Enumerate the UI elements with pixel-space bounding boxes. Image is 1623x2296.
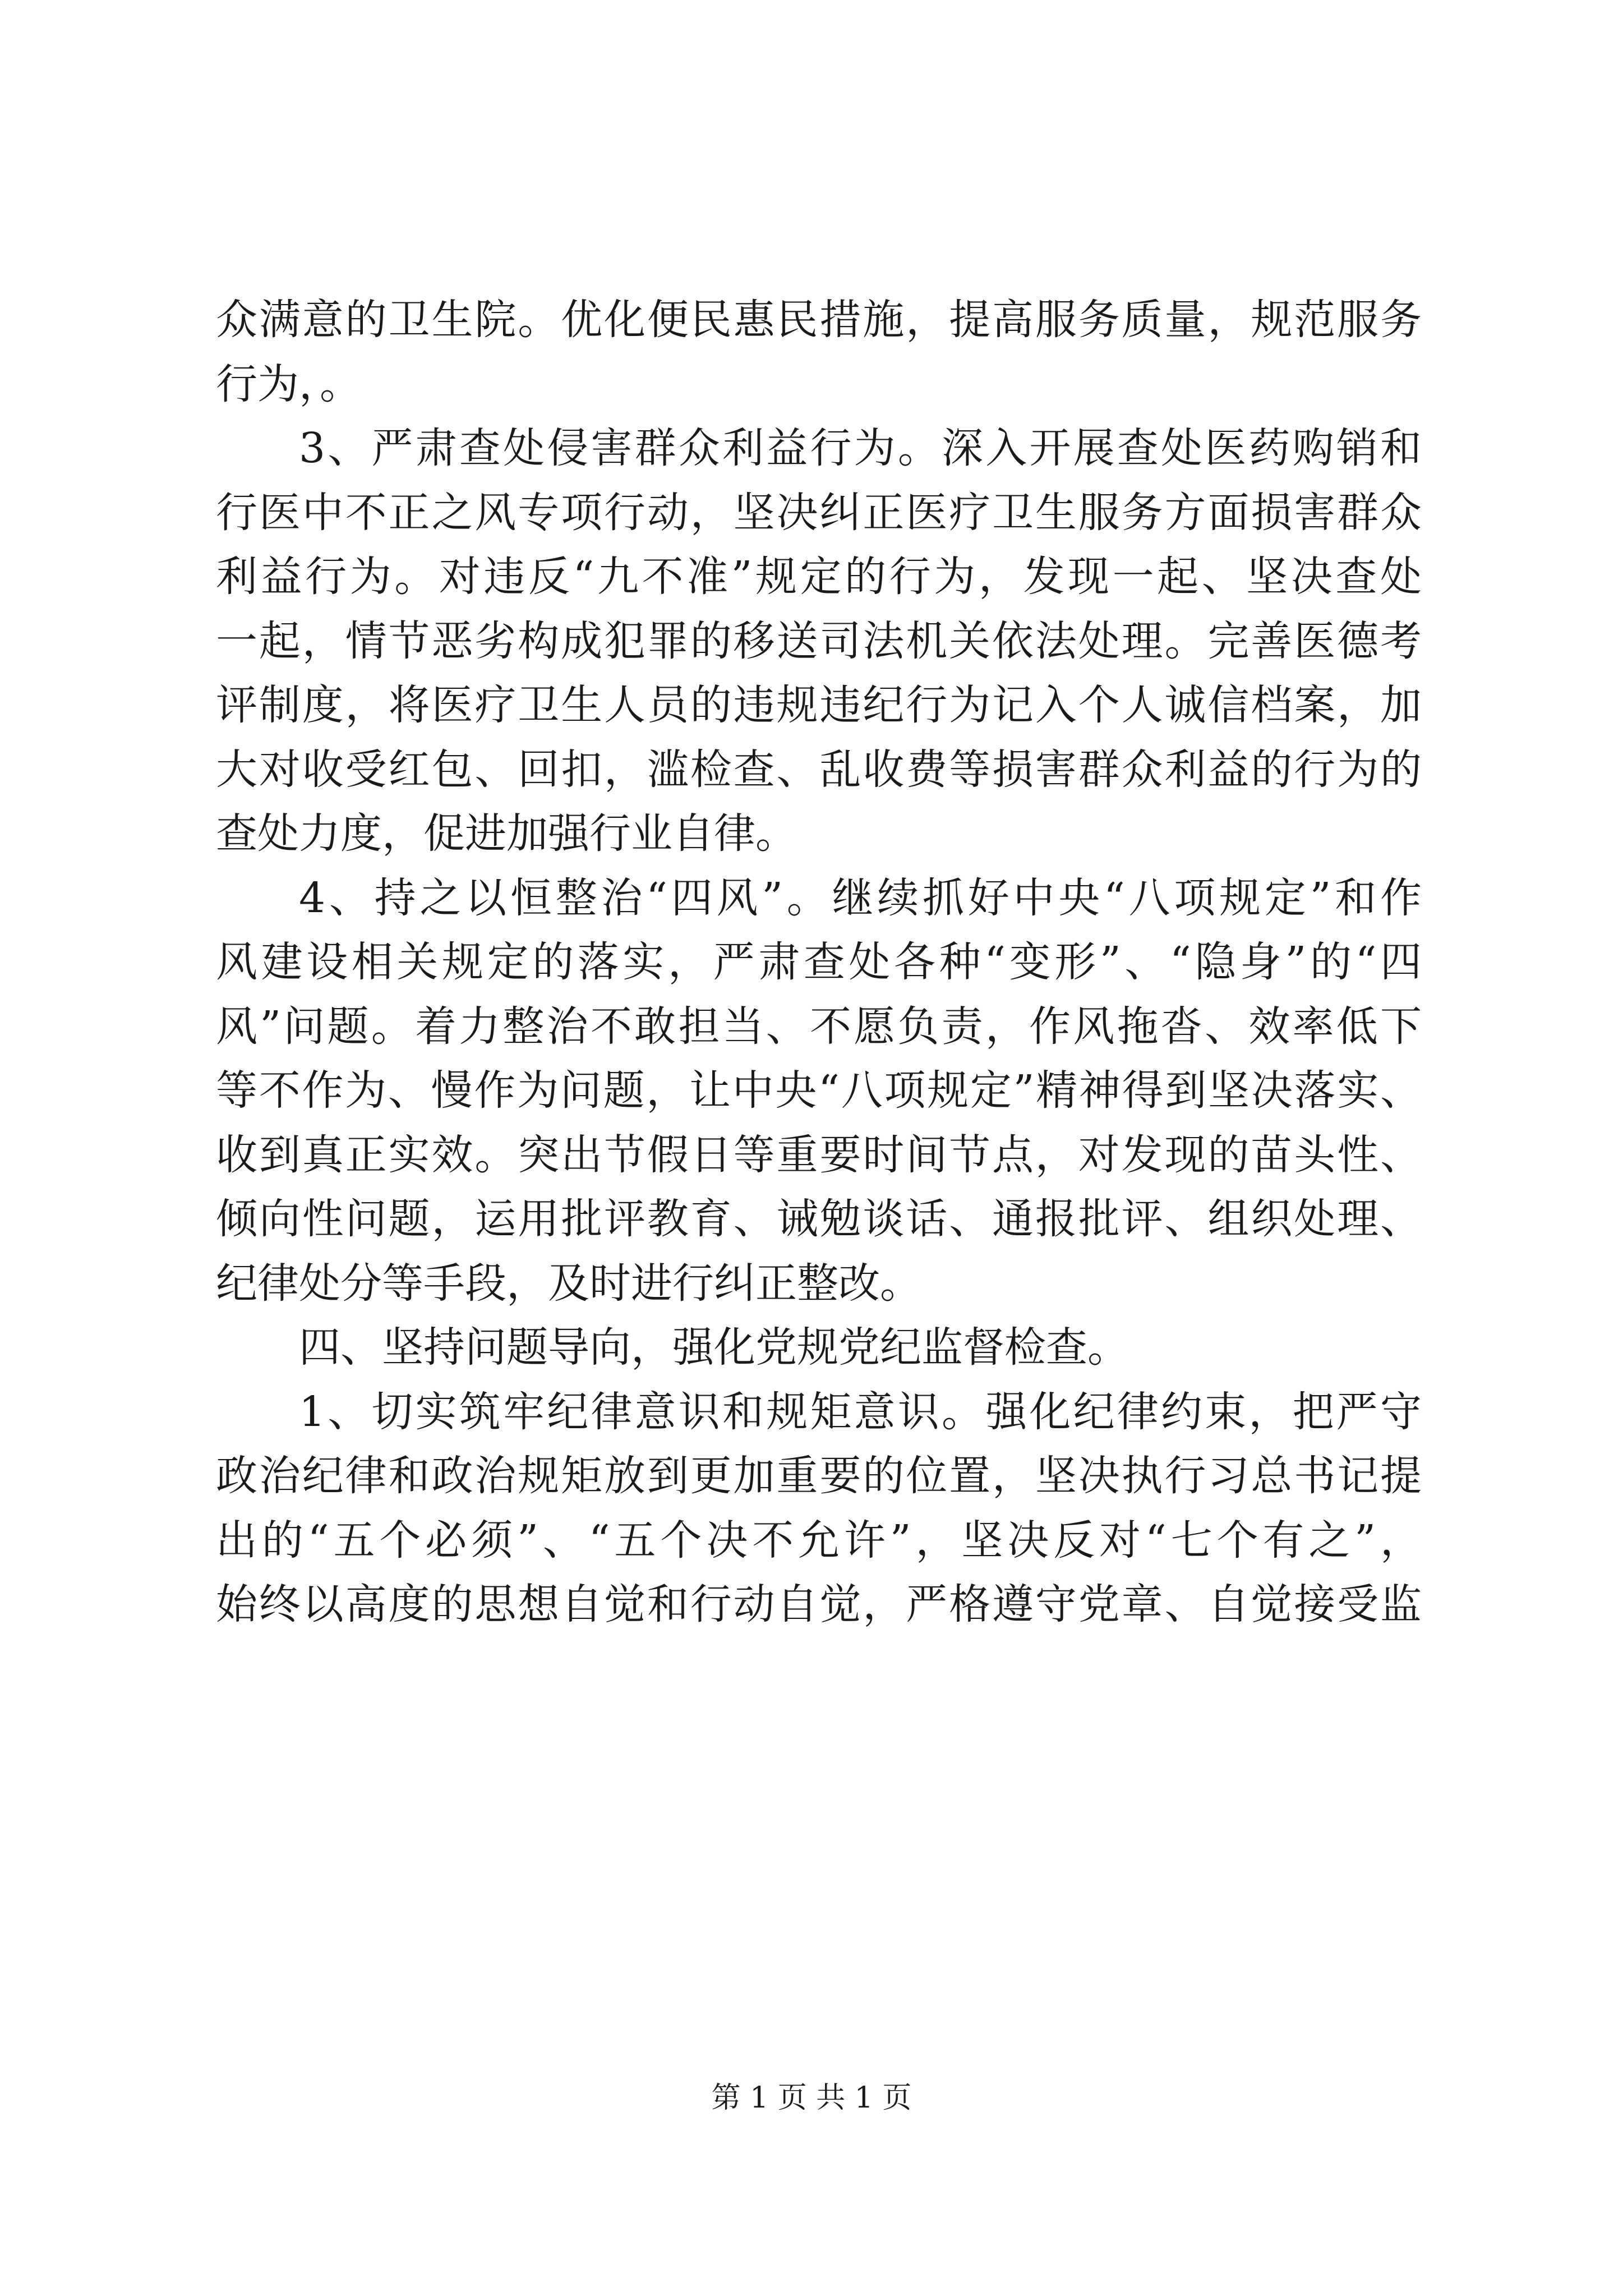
page-footer: 第 1 页 共 1 页 xyxy=(711,2081,912,2115)
text-line: 3、严肃查处侵害群众利益行为。深入开展查处医药购销和 xyxy=(299,424,1422,472)
text-line: 4、持之以恒整治“四风”。继续抓好中央“八项规定”和作 xyxy=(299,873,1422,922)
text-line: 风建设相关规定的落实，严肃查处各种“变形”、“隐身”的“四 xyxy=(216,938,1422,986)
text-line: 纪律处分等手段，及时进行纠正整改。 xyxy=(216,1259,921,1308)
text-line: 利益行为。对违反“九不准”规定的行为，发现一起、坚决查处 xyxy=(216,553,1422,601)
text-line: 等不作为、慢作为问题，让中央“八项规定”精神得到坚决落实、 xyxy=(216,1066,1422,1115)
text-line: 行为，。 xyxy=(216,360,361,408)
text-line: 行医中不正之风专项行动，坚决纠正医疗卫生服务方面损害群众 xyxy=(216,488,1422,537)
document-body xyxy=(216,292,1422,1641)
text-line: 收到真正实效。突出节假日等重要时间节点，对发现的苗头性、 xyxy=(216,1130,1422,1179)
text-line: 查处力度，促进加强行业自律。 xyxy=(216,809,797,858)
text-line: 始终以高度的思想自觉和行动自觉，严格遵守党章、自觉接受监 xyxy=(216,1580,1422,1628)
text-line: 1、切实筑牢纪律意识和规矩意识。强化纪律约束，把严守 xyxy=(299,1387,1422,1436)
text-line: 四、坚持问题导向，强化党规党纪监督检查。 xyxy=(299,1323,1129,1372)
text-line: 一起，情节恶劣构成犯罪的移送司法机关依法处理。完善医德考 xyxy=(216,616,1422,665)
text-line: 评制度，将医疗卫生人员的违规违纪行为记入个人诚信档案，加 xyxy=(216,681,1422,729)
text-line: 众满意的卫生院。优化便民惠民措施，提高服务质量，规范服务 xyxy=(216,296,1422,344)
text-line: 大对收受红包、回扣，滥检查、乱收费等损害群众利益的行为的 xyxy=(216,745,1422,794)
text-line: 倾向性问题，运用批评教育、诫勉谈话、通报批评、组织处理、 xyxy=(216,1195,1422,1243)
text-line: 出的“五个必须”、“五个决不允许”，坚决反对“七个有之”， xyxy=(216,1516,1422,1565)
text-line: 政治纪律和政治规矩放到更加重要的位置，坚决执行习总书记提 xyxy=(216,1452,1422,1500)
text-line: 风”问题。着力整治不敢担当、不愿负责，作风拖沓、效率低下 xyxy=(216,1002,1422,1051)
